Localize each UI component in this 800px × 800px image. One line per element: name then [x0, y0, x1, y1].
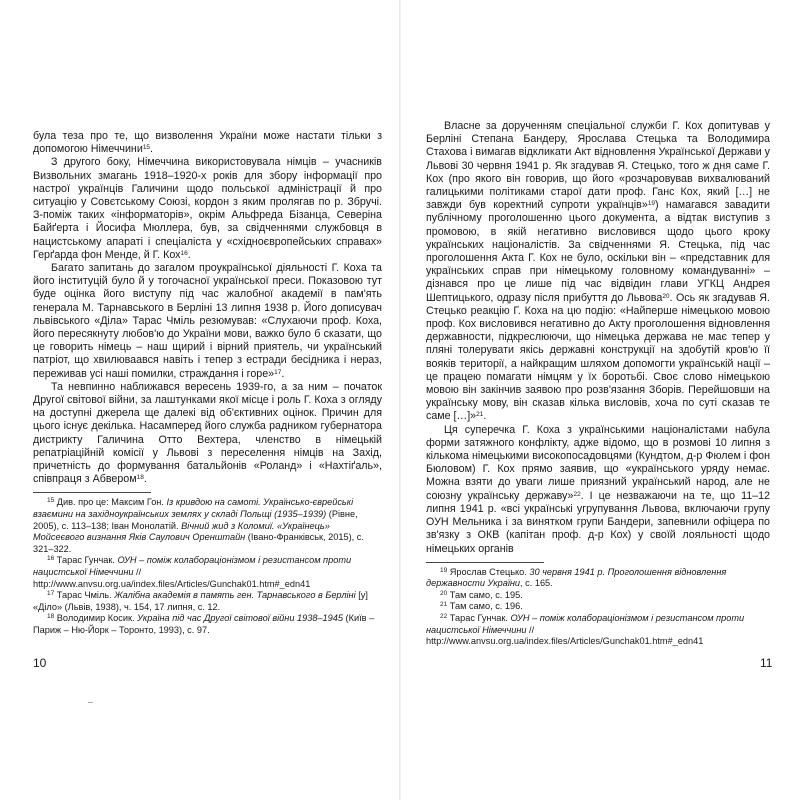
right-paragraph: Власне за дорученням спеціальної служби Г. Кох допитував у Берліні Степана Бандеру, Ярослава Стецька та Володимира Стахова і вимагав відкликати Акт відновлення Української Держави у Львові 30 червня 1941 р. Як згадував Я. Стецько, того ж дня саме Г. Кох (про якого він говорив, що його «розчаровував вихвалюваний галицькими політиками старої дати проф. Ганс Кох, який […] не завжди був коректний супроти українців»$^{19}$) намагався завадити публічному проголошенню цього документа, а відтак виступив з промовою, в якій негативно висловився щодо цього кроку українських націоналістів. За свідченнями Я. Стецька, під час проголошення Акта Г. Кох не було, оскільки він – «представник для українських справ при німецькому головному командуванні» – дізнався про це лише під час відвідин глави УГКЦ Андрея Шептицького, одразу після прибуття до Львова$^{20}$. Ось як згадував Я. Стецько реакцію Г. Коха на цю подію: «Найперше німецькою мовою проф. Кох висловився негативно до Акту проголошення відновлення державности, підкреслюючи, що німецька держава не має тепер у пляні толерувати якісь державні конструкції на здобутій кров'ю її вояків території, а найкращим шляхом допомогти українській нації – це працею помагати німцям у їх боротьбі. Своє слово німецькою мовою він закінчив заявою про розв'язання Зборів. Перейшовши на українську мову, він сказав кілька висловів, хоча по суті сказав те саме […]»$^{21}$.	[426, 120, 770, 423]
footnote: $^{15}$ Див. про це: Максим Гон. Із кривдою на самоті. Українсько-єврейські взаємини на західноукраїнських землях у складі Польщі (1935–1939) (Рівне, 2005), с. 113–138; Іван Монолатій. Вічний жид з Коломиї. «Українець» Мойсеєвого визнання Яків Саулович Оренштайн (Івано-Франківськ, 2015), с. 321–322.	[33, 497, 364, 554]
footnote: $^{16}$ Тарас Гунчак. ОУН – поміж колабораціонізмом і резистансом проти нацистської Німеччини // http://www.anvsu.org.ua/index.files/Articles/Gunchak01.htm#_edn41	[33, 555, 352, 589]
left-paragraph: З другого боку, Німеччина використовувала німців – учасників Визвольних змагань 1918–1920-х років для збору інформації про настрої українців Галичини щодо польської адміністрації й про ситуацію у Совєтському Союзі, кордон з яким пролягав по р. Збручі. З-поміж таких «інформаторів», окрім Альфреда Бізанца, Северіна Байґерта і Йосифа Мюллера, був, за свідченнями службовця в нацистському апараті і спеціаліста у «східноєвропейських справах» Герґарда фон Менде, й Г. Кох$^{16}$.	[33, 156, 382, 261]
left-paragraph: Багато запитань до загалом проукраїнської діяльності Г. Коха та його інституцій було й у тогочасної української преси. Показовою тут буде оцінка його виступу під час жалобної академії в пам'ять генерала М. Тарнавського в Берліні 13 липня 1938 р. Його дописувач львівського «Діла» Тарас Чміль резюмував: «Слухаючи проф. Коха, його пересякнуту любов'ю до України мови, важко було б сказати, що це говорить німець – наш щирий і вірний приятель, чи український патріот, що хвилюваався навіть і тепер з естради бесідника і нераз, переживав усі наші помилки, страждання і горе»$^{17}$.	[33, 262, 382, 380]
left-body-text	[33, 130, 382, 486]
footnote: $^{18}$ Володимир Косик. Україна під час Другої світової війни 1938–1945 (Київ – Париж – Ню-Йорк – Торонто, 1993), с. 97.	[33, 613, 375, 636]
footnote: $^{17}$ Тарас Чміль. Жалібна академія в память ген. Тарнавського в Берліні [у] «Діло» (Львів, 1938), ч. 154, 17 липня, с. 12.	[33, 590, 368, 612]
left-paragraph: Та невпинно наближався вересень 1939-го, а за ним – початок Другої світової війни, за лаштунками якої місце і роль Г. Коха з огляду на доступні джерела ще далекі від об'єктивних оцінок. Причин для цього існує декілька. Насамперед його служба радником губернатора дистрикту Галичина Отто Вехтера, членство в німецькій репатріаційній комісії у Львові з переселення німців на Захід, причетність до формування батальйонів «Роланд» і «Нахтіґаль», співпраця з Абвером$^{18}$.	[33, 380, 382, 486]
footnote: $^{21}$ Там само, с. 196.	[440, 601, 523, 612]
footnote: $^{19}$ Ярослав Стецько. 30 червня 1941 р. Проголошення відновлення державности України, с. 165.	[426, 566, 727, 589]
page-right	[400, 0, 800, 800]
footnote-rule	[33, 492, 151, 493]
right-footnotes	[426, 567, 770, 648]
left-paragraph: була теза про те, що визволення України може настати тільки з допомогою Німеччини$^{15}$.	[33, 130, 382, 156]
page-number-right: 11	[760, 656, 773, 670]
left-footnotes	[33, 497, 382, 636]
footnote-rule	[426, 562, 544, 563]
page-number-left: 10	[33, 656, 47, 670]
footnote: $^{20}$ Там само, с. 195.	[440, 589, 523, 600]
right-paragraph: Ця суперечка Г. Коха з українськими націоналістами набула форми затяжного конфлікту, адже відомо, що в розмові 10 липня з кількома німецькими високопосадовцями (Кундтом, д-р Фюлем і фон Бюловом) Г. Кох прямо заявив, що «українського уряду немає. Можна взяти до уваги лише приязний український народ, але не союзну українську державу»$^{22}$. І це незважаючи на те, що 11–12 липня 1941 р. «всі українські угрупування Львова, включаючи групу ОУН Мельника і за винятком групи Бандери, запевнили офіцера по зв'язку з ОКВ (капітан проф. д-р Кох) у своїй лояльності щодо німецьких органів	[426, 423, 771, 555]
footnote: $^{22}$ Тарас Гунчак. ОУН – поміж колабораціонізмом і резистансом проти нацистської Німеччини // http://www.anvsu.org.ua/index.files/Articles/Gunchak01.htm#_edn41	[426, 613, 745, 647]
right-body-text	[426, 120, 770, 556]
